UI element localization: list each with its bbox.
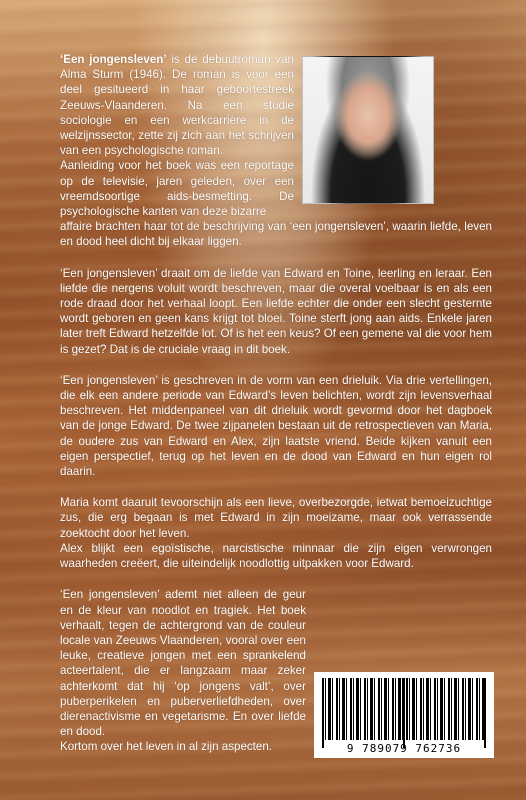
paragraph-drieluik: ‘Een jongensleven’ is geschreven in de vorm van een drieluik. Via drie vertellingen, die elk een andere periode van Edward’s leven belichten, wordt zijn levensverhaal beschreven. Het middenpaneel van dit drieluik wordt gevormd door het dagboek van de jonge Edward. De twee zijpanelen bestaan uit de retrospectieven van Maria, de oudere zus van Edward en Alex, zijn laatste vriend. Beide kijken vanuit een eigen perspectief, terug op het leven en de dood van Edward en hun eigen rol daarin. xyxy=(60,373,492,479)
paragraph-liefde: ‘Een jongensleven’ draait om de liefde van Edward en Toine, leerling en leraar. Een liefde die nergens voluit wordt beschreven, maar die overal voelbaar is en als een rode draad door het verhaal loopt. Een liefde echter die onder een slecht gesternte wordt geboren en geen kans krijgt tot bloei. Toine sterft jong aan aids. Enkele jaren later treft Edward hetzelfde lot. Of is het een keus? Of een gemene val die voor hem is gezet? Dat is de cruciale vraag in dit boek. xyxy=(60,266,492,356)
paragraph-tragiek: ‘Een jongensleven’ ademt niet alleen de geur en de kleur van noodlot en tragiek. Het boek verhaalt, tegen de achtergrond van de couleur locale van Zeeuws Vlaanderen, vooral over een leuke, creatieve jongen met een sprankelend acteertalent, die er langzaam maar zeker achterkomt dat hij ‘op jongens valt’, over puberperikelen en puberverliefdheden, over dierenactivisme en vegetarisme. En over liefde en dood. xyxy=(60,588,306,739)
aanleiding-narrow: Aanleiding voor het boek was een reportage op de televisie, jaren geleden, over een vreemdsoortige aids-besmetting. De psychologische kanten van deze bizarre xyxy=(60,159,294,219)
paragraph-kortom: Kortom over het leven in al zijn aspecten. xyxy=(60,740,273,754)
paragraph-alex: Alex blijkt een egoïstische, narcistische minnaar die zijn eigen verwrongen waarheden creëert, die uiteindelijk noodlottig uitpakken voor Edward. xyxy=(60,541,492,571)
intro-text: is de debuutroman van Alma Sturm (1946). De roman is voor een deel gesitueerd in haar geboortestreek Zeeuws-Vlaanderen. Na een studie sociologie en een werkcarrière in de welzijnssector, zette zij zich aan het schrijven van een psychologische roman. xyxy=(60,53,294,158)
back-cover-text xyxy=(60,52,492,771)
aanleiding-wide: affaire brachten haar tot de beschrijving van ‘een jongensleven’, waarin liefde, leven en dood heel dicht bij elkaar liggen. xyxy=(60,220,492,249)
barcode-guard-left xyxy=(322,678,324,748)
intro-paragraph xyxy=(60,52,294,158)
paragraph-maria: Maria komt daaruit tevoorschijn als een lieve, overbezorgde, ietwat bemoeizuchtige zus, die erg begaan is met Edward in zijn moeizame, maar ook verrassende zoektocht door het leven. xyxy=(60,496,492,540)
barcode-guard-right xyxy=(484,678,486,748)
isbn-barcode xyxy=(314,672,494,758)
isbn-number: 9 789079 762736 xyxy=(346,742,462,755)
barcode-guard-center xyxy=(403,678,405,748)
book-title: ‘Een jongensleven’ xyxy=(60,53,167,66)
